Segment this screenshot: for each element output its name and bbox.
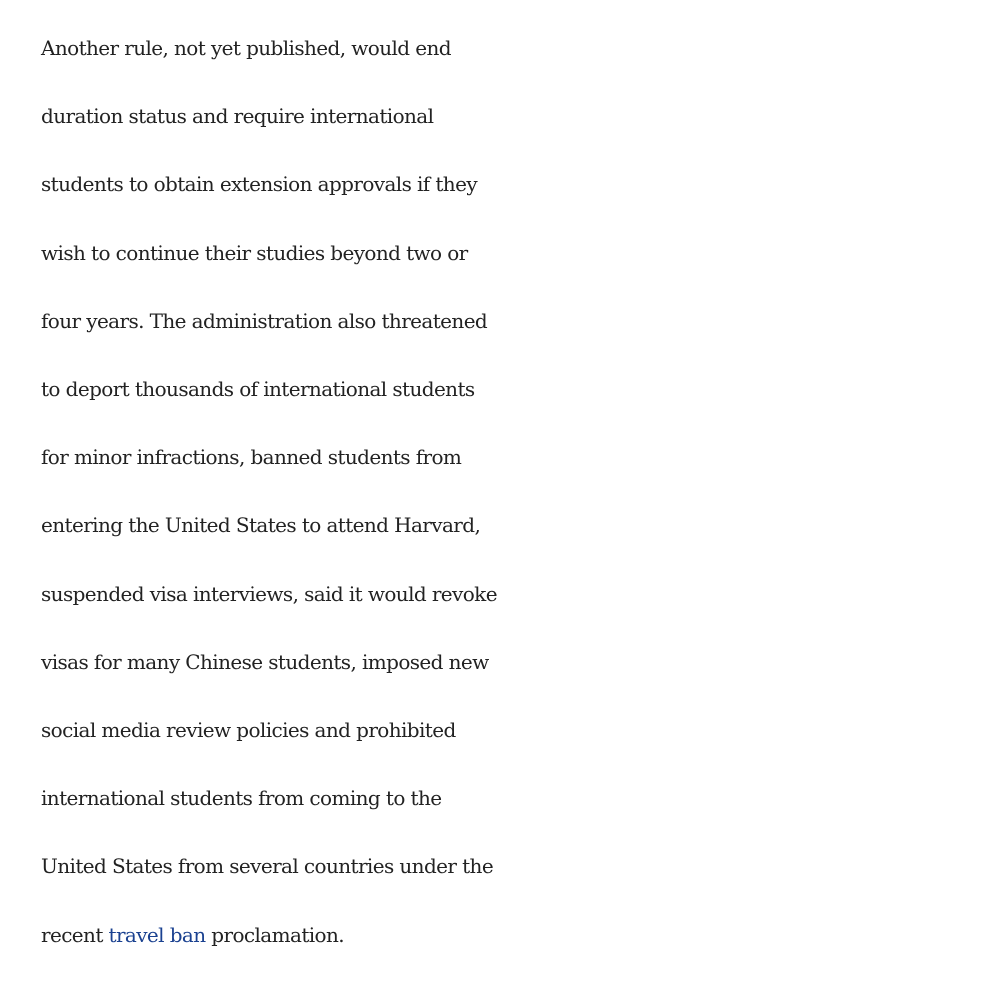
paragraph-line: suspended visa interviews, said it would revoke <box>41 581 497 606</box>
paragraph-line: entering the United States to attend Harvard, <box>41 513 481 538</box>
paragraph-line: social media review policies and prohibited <box>41 718 456 743</box>
paragraph-line: to deport thousands of international students <box>41 377 475 402</box>
paragraph-line: four years. The administration also threatened <box>41 308 488 333</box>
last-line-before-text: recent <box>41 922 109 947</box>
paragraph-line: Another rule, not yet published, would end <box>41 36 451 60</box>
article-paragraph <box>41 14 1000 969</box>
last-line-after-text: proclamation. <box>205 922 345 947</box>
paragraph-line: wish to continue their studies beyond two or <box>41 240 468 265</box>
paragraph-line: duration status and require international <box>41 104 434 129</box>
paragraph-last-line <box>41 901 1000 969</box>
paragraph-line: visas for many Chinese students, imposed new <box>41 649 489 674</box>
travel-ban-link[interactable]: travel ban <box>108 922 206 947</box>
paragraph-line: international students from coming to the <box>41 786 442 811</box>
paragraph-line: students to obtain extension approvals if they <box>41 172 478 197</box>
paragraph-line: for minor infractions, banned students from <box>41 445 462 470</box>
paragraph-line: United States from several countries under the <box>41 854 494 879</box>
